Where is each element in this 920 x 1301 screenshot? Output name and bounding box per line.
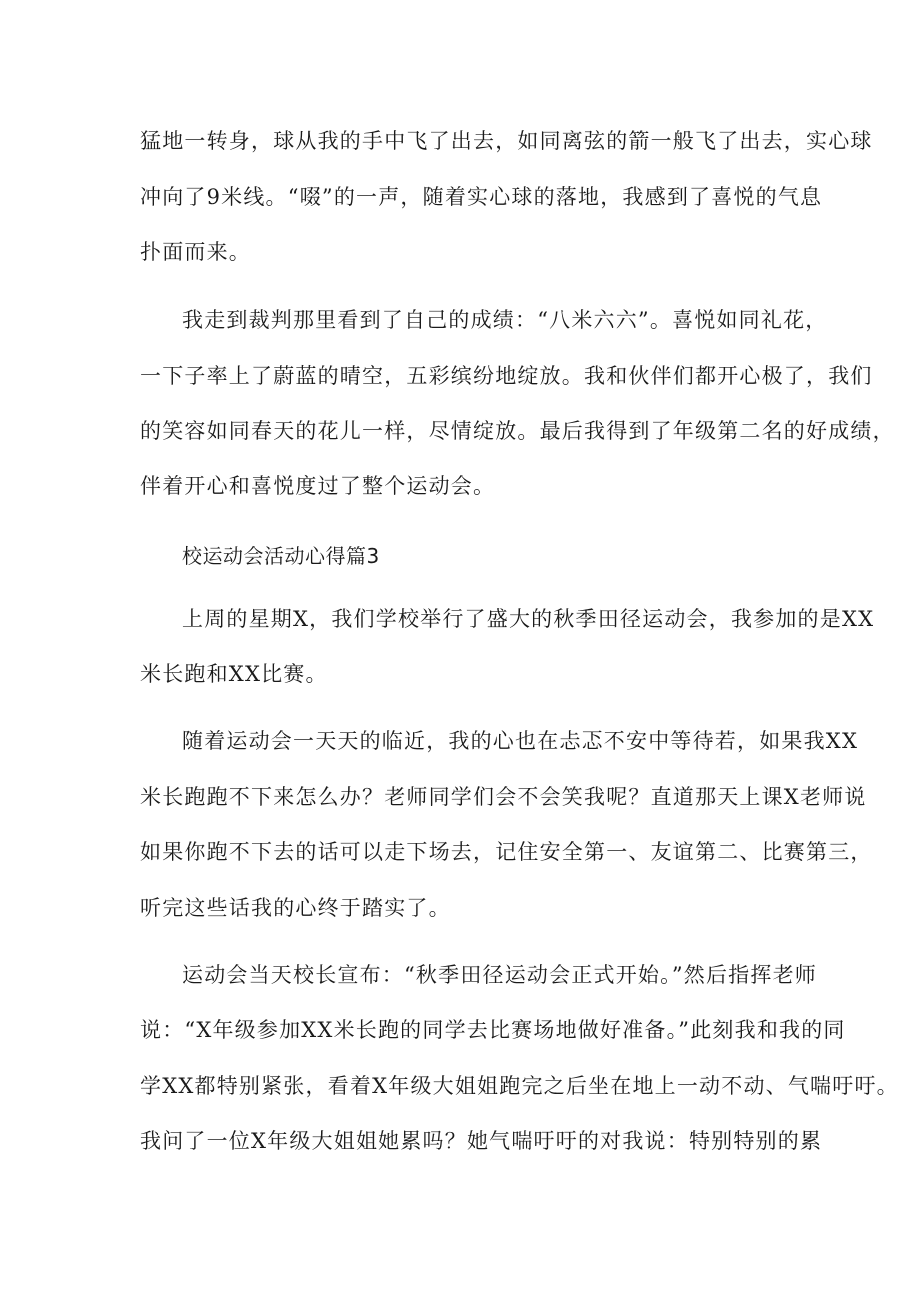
paragraph-2-line-3: 的笑容如同春天的花儿一样，尽情绽放。最后我得到了年级第二名的好成绩， [140, 419, 895, 443]
paragraph-4-line-1: 随着运动会一天天的临近，我的心也在忐忑不安中等待若，如果我XX [182, 729, 859, 753]
paragraph-2-line-2: 一下子率上了蔚蓝的晴空，五彩缤纷地绽放。我和伙伴们都开心极了，我们 [140, 364, 873, 388]
paragraph-1-line-3: 扑面而来。 [140, 240, 251, 264]
paragraph-1-line-2: 冲向了9米线。“啜”的一声，随着实心球的落地，我感到了喜悦的气息 [140, 185, 823, 209]
paragraph-4-line-2: 米长跑跑不下来怎么办？老师同学们会不会笑我呢？直道那天上课X老师说 [140, 785, 867, 809]
paragraph-5-line-4: 我问了一位X年级大姐姐她累吗？她气喘吁吁的对我说：特别特别的累 [140, 1129, 823, 1153]
paragraph-5-line-1: 运动会当天校长宣布：“秋季田径运动会正式开始。”然后指挥老师 [182, 963, 817, 987]
paragraph-5-line-3: 学XX都特别紧张，看着X年级大姐姐跑完之后坐在地上一动不动、气喘吁吁。 [140, 1074, 899, 1098]
paragraph-2-line-4: 伴着开心和喜悦度过了整个运动会。 [140, 474, 496, 498]
section-heading: 校运动会活动心得篇3 [182, 544, 380, 568]
paragraph-4-line-4: 听完这些话我的心终于踏实了。 [140, 896, 451, 920]
paragraph-5-line-2: 说：“X年级参加XX米长跑的同学去比赛场地做好准备。”此刻我和我的同 [140, 1018, 846, 1042]
paragraph-1-line-1: 猛地一转身，球从我的手中飞了出去，如同离弦的箭一般飞了出去，实心球 [140, 129, 873, 153]
paragraph-2-line-1: 我走到裁判那里看到了自己的成绩：“八米六六”。喜悦如同礼花， [182, 308, 828, 332]
paragraph-4-line-3: 如果你跑不下去的话可以走下场去，记住安全第一、友谊第二、比赛第三， [140, 840, 873, 864]
paragraph-3-line-1: 上周的星期X，我们学校举行了盛大的秋季田径运动会，我参加的是XX [182, 607, 875, 631]
paragraph-3-line-2: 米长跑和XX比赛。 [140, 662, 328, 686]
